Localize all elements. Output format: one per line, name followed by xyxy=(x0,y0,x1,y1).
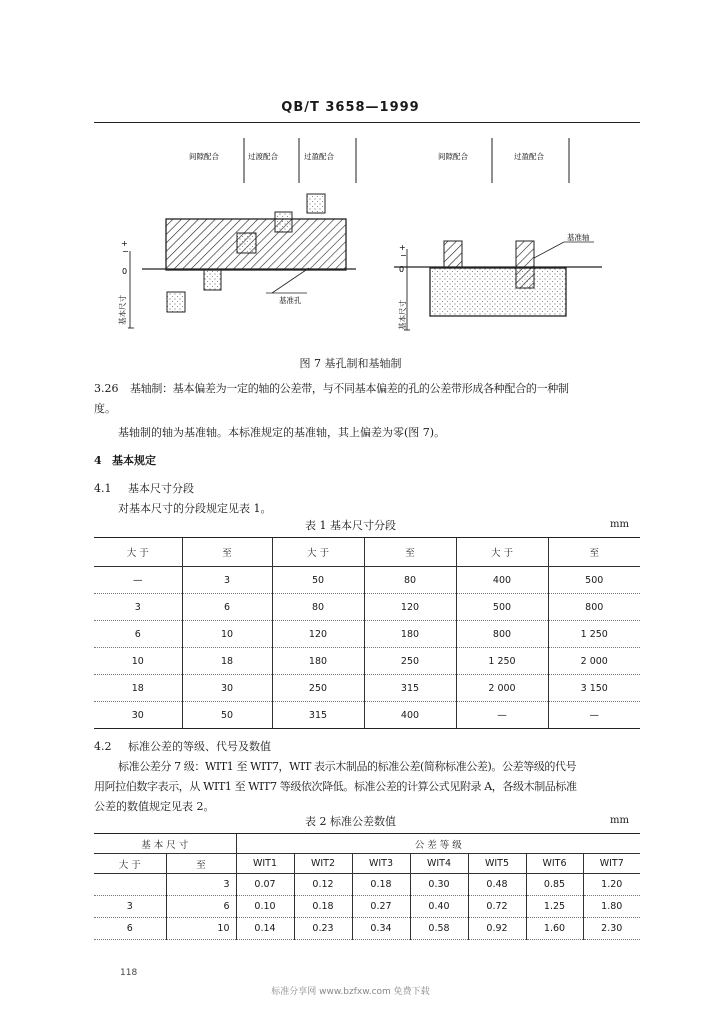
table-2-header: WIT6 xyxy=(526,854,583,874)
table-2-header: WIT7 xyxy=(583,854,640,874)
table-1-header: 大 于 xyxy=(456,538,548,567)
section-4-title: 基本规定 xyxy=(112,454,156,467)
hole-zone xyxy=(444,241,462,267)
table-2-header: WIT3 xyxy=(352,854,410,874)
header-rule xyxy=(94,122,640,123)
fit-label-clearance: 间隙配合 xyxy=(189,152,219,161)
shaft-zone xyxy=(275,212,292,232)
basic-hole-callout: 基准孔 xyxy=(279,296,302,305)
table-2 xyxy=(94,833,640,940)
section-4-1-text: 对基本尺寸的分段规定见表 1。 xyxy=(118,502,272,515)
zero-label: 0 xyxy=(399,265,405,274)
fit-label-clearance: 间隙配合 xyxy=(438,152,468,161)
table-2-header: WIT4 xyxy=(410,854,468,874)
hole-zone xyxy=(516,241,534,288)
table-2-header: WIT5 xyxy=(468,854,526,874)
page-number: 118 xyxy=(120,968,138,978)
footer-watermark: 标准分享网 www.bzfxw.com 免费下载 xyxy=(271,987,430,997)
fit-label-interference: 过盈配合 xyxy=(304,152,334,161)
section-3-26-number: 3.26 xyxy=(94,382,119,395)
fit-label-transition: 过渡配合 xyxy=(248,152,278,161)
shaft-basis-diagram xyxy=(394,138,602,330)
minus-sign: − xyxy=(122,247,129,256)
plus-sign: + xyxy=(399,243,406,252)
table-1-header: 至 xyxy=(182,538,272,567)
figure-7-diagram xyxy=(94,128,634,348)
shaft-zone xyxy=(204,270,221,290)
basic-size-axis-label: 基本尺寸 xyxy=(398,300,407,330)
table-row: — 3 50 80 400 500 xyxy=(94,567,640,594)
table-2-header: WIT2 xyxy=(294,854,352,874)
table-row: 3 6 0.10 0.18 0.27 0.40 0.72 1.25 1.80 xyxy=(94,896,640,918)
table-row: 3 6 80 120 500 800 xyxy=(94,594,640,621)
table-row: 18 30 250 315 2 000 3 150 xyxy=(94,675,640,702)
table-row: 10 18 180 250 1 250 2 000 xyxy=(94,648,640,675)
fit-label-interference: 过盈配合 xyxy=(514,152,544,161)
section-4-2-number: 4.2 xyxy=(94,740,112,753)
hole-basis-diagram xyxy=(117,138,356,328)
table-1-header: 大 于 xyxy=(94,538,182,567)
table-2-unit: mm xyxy=(610,815,629,826)
section-3-26-text-line2: 度。 xyxy=(94,402,116,415)
shaft-zone xyxy=(237,233,256,253)
section-4-2-title: 标准公差的等级、代号及数值 xyxy=(128,740,271,753)
table-2-header: 至 xyxy=(166,854,236,874)
section-3-26-text-line3: 基轴制的轴为基准轴。本标准规定的基准轴，其上偏差为零(图 7)。 xyxy=(118,426,446,439)
basic-shaft-callout: 基准轴 xyxy=(567,233,590,242)
table-2-group-basic-size: 基 本 尺 寸 xyxy=(94,834,236,854)
table-1-title: 表 1 基本尺寸分段 xyxy=(305,519,396,532)
table-1-header: 至 xyxy=(364,538,456,567)
table-row: 30 50 315 400 — — xyxy=(94,702,640,729)
table-row: 6 10 120 180 800 1 250 xyxy=(94,621,640,648)
section-4-number: 4 xyxy=(94,454,102,467)
basic-size-axis-label: 基本尺寸 xyxy=(118,295,127,325)
shaft-zone xyxy=(307,194,325,213)
minus-sign: − xyxy=(400,251,407,260)
table-2-group-tolerance-grade: 公 差 等 级 xyxy=(236,834,640,854)
section-4-2-text-line3: 公差的数值规定见表 2。 xyxy=(94,800,215,813)
figure-7-caption: 图 7 基孔制和基轴制 xyxy=(299,357,402,370)
plus-sign: + xyxy=(121,239,128,248)
section-4-2-text-line2: 用阿拉伯数字表示，从 WIT1 至 WIT7 等级依次降低。标准公差的计算公式见附录 A，各级木制品标准 xyxy=(94,780,577,793)
table-row: 6 10 0.14 0.23 0.34 0.58 0.92 1.60 2.30 xyxy=(94,918,640,940)
shaft-zone xyxy=(167,292,185,312)
standard-number-header: QB/T 3658—1999 xyxy=(281,100,420,115)
zero-label: 0 xyxy=(122,267,128,276)
basic-shaft-zone xyxy=(430,268,566,316)
table-2-title: 表 2 标准公差数值 xyxy=(305,815,396,828)
table-1-unit: mm xyxy=(610,519,629,530)
section-4-2-text-line1: 标准公差分 7 级：WIT1 至 WIT7，WIT 表示木制品的标准公差(简称标准公差)。公差等级的代号 xyxy=(118,760,577,773)
table-1 xyxy=(94,537,640,729)
table-1-header: 大 于 xyxy=(272,538,364,567)
table-2-header: WIT1 xyxy=(236,854,294,874)
table-2-header: 大 于 xyxy=(94,854,166,874)
section-3-26-text-line1: 基轴制：基本偏差为一定的轴的公差带，与不同基本偏差的孔的公差带形成各种配合的一种制 xyxy=(130,382,569,395)
table-row: 3 0.07 0.12 0.18 0.30 0.48 0.85 1.20 xyxy=(94,874,640,896)
section-4-1-number: 4.1 xyxy=(94,482,112,495)
section-4-1-title: 基本尺寸分段 xyxy=(128,482,194,495)
callout-line xyxy=(272,268,309,293)
table-1-header: 至 xyxy=(548,538,640,567)
callout-line xyxy=(534,242,564,258)
